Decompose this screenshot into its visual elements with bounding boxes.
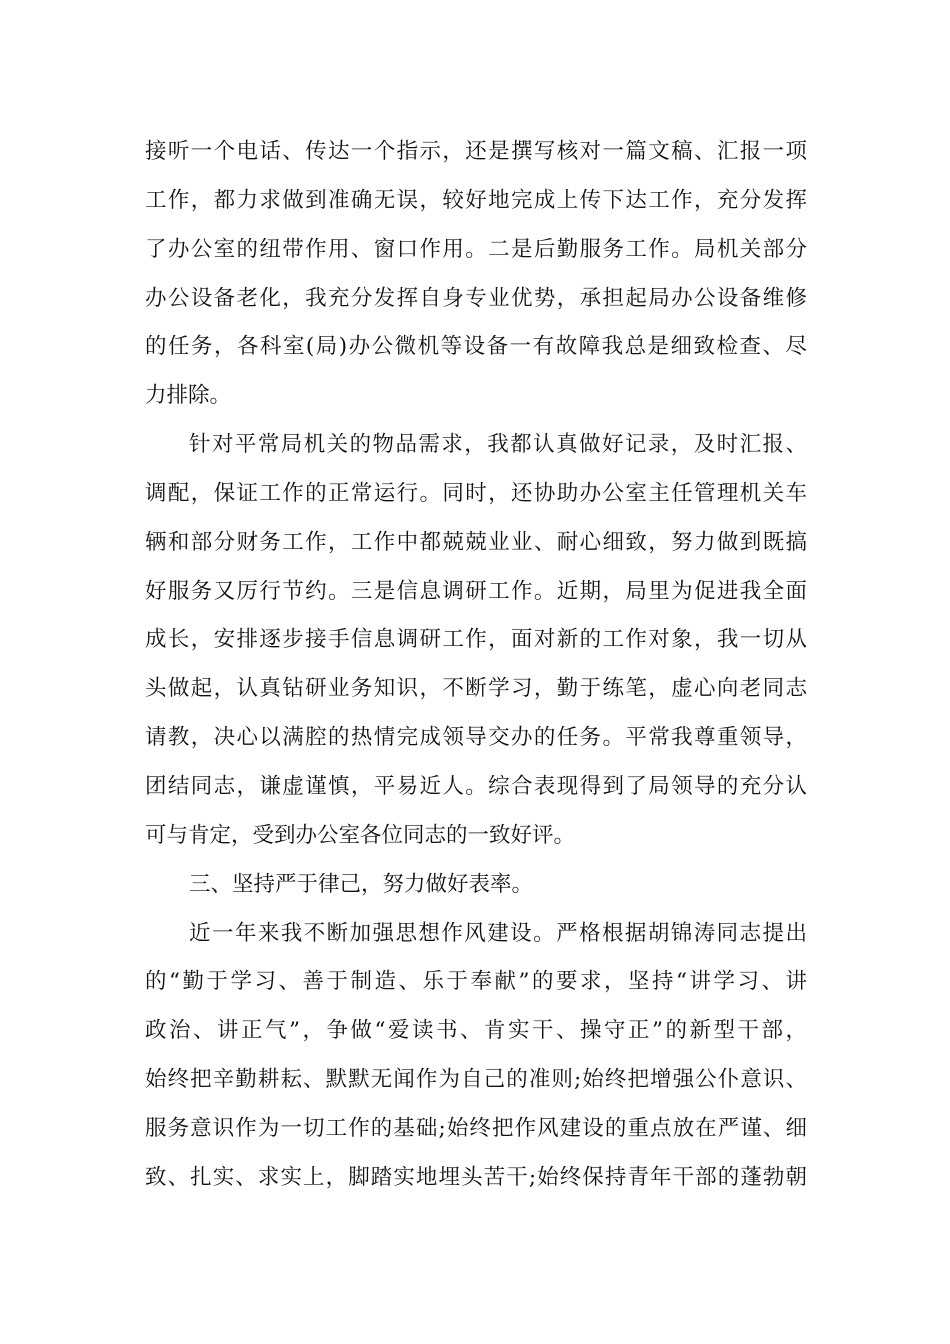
text-line: 好服务又厉行节约。三是信息调研工作。近期，局里为促进我全面 bbox=[145, 578, 807, 604]
text-line: 力排除。 bbox=[145, 383, 232, 409]
section-heading: 三、坚持严于律己，努力做好表率。 bbox=[189, 871, 534, 897]
text-line: 辆和部分财务工作，工作中都兢兢业业、耐心细致，努力做到既搞 bbox=[145, 529, 807, 555]
paragraph-start-line: 近一年来我不断加强思想作风建设。严格根据胡锦涛同志提出 bbox=[189, 920, 807, 946]
document-body bbox=[145, 128, 807, 1203]
text-line: 的任务，各科室(局)办公微机等设备一有故障我总是细致检查、尽 bbox=[145, 334, 807, 360]
text-line: 办公设备老化，我充分发挥自身专业优势，承担起局办公设备维修 bbox=[145, 285, 807, 311]
text-line: 调配，保证工作的正常运行。同时，还协助办公室主任管理机关车 bbox=[145, 480, 807, 506]
text-line: 头做起，认真钻研业务知识，不断学习，勤于练笔，虚心向老同志 bbox=[145, 676, 807, 702]
text-line: 团结同志，谦虚谨慎，平易近人。综合表现得到了局领导的充分认 bbox=[145, 773, 807, 799]
text-line: 了办公室的纽带作用、窗口作用。二是后勤服务工作。局机关部分 bbox=[145, 236, 807, 262]
text-line: 的“勤于学习、善于制造、乐于奉献”的要求，坚持“讲学习、讲 bbox=[145, 969, 807, 995]
text-line: 服务意识作为一切工作的基础;始终把作风建设的重点放在严谨、细 bbox=[145, 1115, 807, 1141]
text-line: 始终把辛勤耕耘、默默无闻作为自己的准则;始终把增强公仆意识、 bbox=[145, 1067, 807, 1093]
paragraph-start-line: 针对平常局机关的物品需求，我都认真做好记录，及时汇报、 bbox=[189, 432, 807, 458]
text-line: 请教，决心以满腔的热情完成领导交办的任务。平常我尊重领导， bbox=[145, 725, 807, 751]
text-line: 政治、讲正气”，争做“爱读书、肯实干、操守正”的新型干部， bbox=[145, 1018, 807, 1044]
text-line: 工作，都力求做到准确无误，较好地完成上传下达工作，充分发挥 bbox=[145, 187, 807, 213]
text-line: 接听一个电话、传达一个指示，还是撰写核对一篇文稿、汇报一项 bbox=[145, 139, 807, 164]
text-line: 可与肯定，受到办公室各位同志的一致好评。 bbox=[145, 822, 576, 848]
text-line: 致、扎实、求实上，脚踏实地埋头苦干;始终保持青年干部的蓬勃朝 bbox=[145, 1164, 807, 1190]
text-line: 成长，安排逐步接手信息调研工作，面对新的工作对象，我一切从 bbox=[145, 627, 807, 653]
